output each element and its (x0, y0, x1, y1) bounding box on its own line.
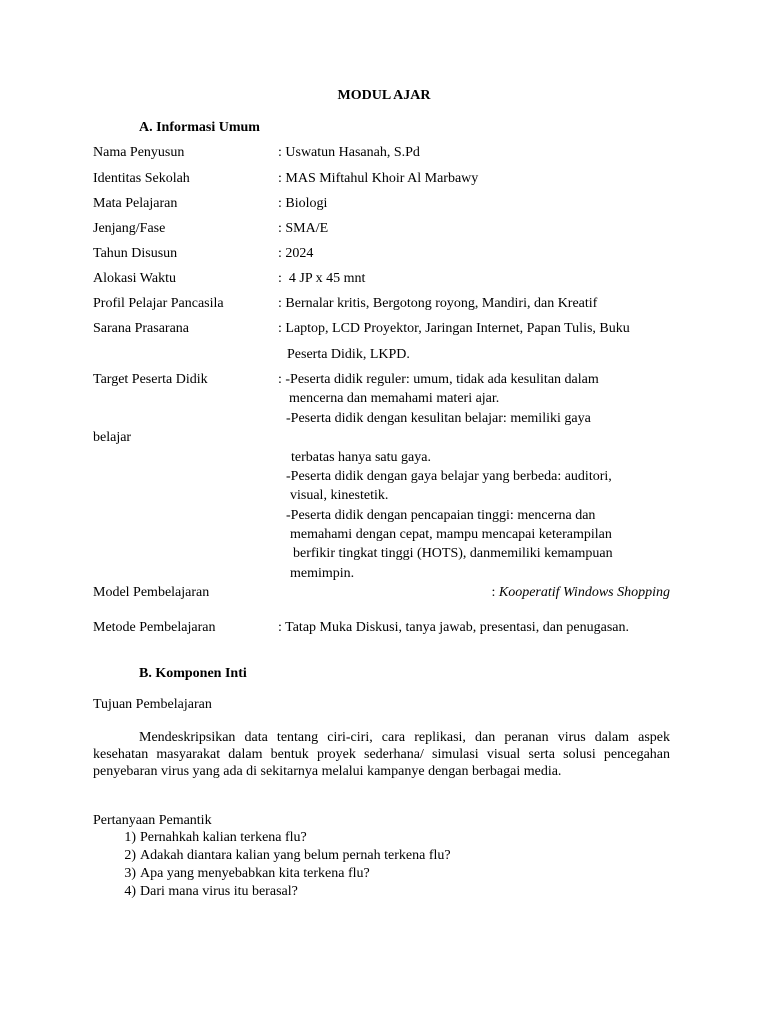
target-line: -Peserta didik dengan pencapaian tinggi: mencerna dan (286, 508, 596, 523)
question-number: 2) (124, 848, 136, 863)
document-title: MODUL AJAR (337, 88, 431, 103)
tujuan-heading: Tujuan Pembelajaran (93, 697, 212, 712)
target-line: belajar (93, 430, 132, 445)
tujuan-paragraph: Mendeskripsikan data tentang ciri-ciri, cara replikasi, dan peranan virus dalam aspek kesehatan masyarakat dalam bentuk proyek sederhana/ simulasi visual serta solusi pencegahan penyebaran virus yang ada di sekitarnya melalui kampanye dengan berbagai media. (93, 730, 670, 779)
value-alokasi-waktu: : 4 JP x 45 mnt (278, 271, 366, 286)
target-line: visual, kinestetik. (290, 488, 389, 503)
question-item: Pernahkah kalian terkena flu? (140, 830, 307, 845)
target-line: memahami dengan cepat, mampu mencapai keterampilan (290, 527, 612, 542)
model-name: Kooperatif Windows Shopping (498, 585, 670, 600)
label-sarana-prasarana: Sarana Prasarana (93, 321, 190, 336)
label-jenjang-fase: Jenjang/Fase (93, 221, 166, 236)
value-nama-penyusun: : Uswatun Hasanah, S.Pd (278, 145, 420, 160)
label-model-pembelajaran: Model Pembelajaran (93, 585, 210, 600)
value-mata-pelajaran: : Biologi (278, 196, 328, 211)
target-line: : -Peserta didik reguler: umum, tidak ada kesulitan dalam (278, 372, 599, 387)
label-nama-penyusun: Nama Penyusun (93, 145, 185, 160)
value-profil-pelajar: : Bernalar kritis, Bergotong royong, Mandiri, dan Kreatif (278, 296, 598, 311)
value-model-pembelajaran (491, 585, 670, 601)
value-identitas-sekolah: : MAS Miftahul Khoir Al Marbawy (278, 171, 479, 186)
target-line: berfikir tingkat tinggi (HOTS), danmemiliki kemampuan (293, 546, 613, 561)
label-alokasi-waktu: Alokasi Waktu (93, 271, 176, 286)
label-target-peserta: Target Peserta Didik (93, 372, 208, 387)
target-line: memimpin. (290, 566, 355, 581)
value-sarana-prasarana-cont: Peserta Didik, LKPD. (287, 347, 410, 362)
question-number: 1) (124, 830, 136, 845)
label-metode-pembelajaran: Metode Pembelajaran (93, 620, 216, 635)
question-number: 3) (124, 866, 136, 881)
section-a-heading: A. Informasi Umum (139, 120, 260, 135)
value-metode-pembelajaran: : Tatap Muka Diskusi, tanya jawab, presentasi, dan penugasan. (278, 620, 630, 635)
pemantik-heading: Pertanyaan Pemantik (93, 813, 212, 828)
label-tahun-disusun: Tahun Disusun (93, 246, 178, 261)
label-identitas-sekolah: Identitas Sekolah (93, 171, 190, 186)
label-profil-pelajar: Profil Pelajar Pancasila (93, 296, 224, 311)
section-b-heading: B. Komponen Inti (139, 666, 247, 681)
target-line: -Peserta didik dengan gaya belajar yang berbeda: auditori, (286, 469, 612, 484)
model-colon: : (491, 585, 499, 600)
question-item: Dari mana virus itu berasal? (140, 884, 298, 899)
label-mata-pelajaran: Mata Pelajaran (93, 196, 178, 211)
value-jenjang-fase: : SMA/E (278, 221, 329, 236)
question-number: 4) (124, 884, 136, 899)
target-line: -Peserta didik dengan kesulitan belajar: memiliki gaya (286, 411, 591, 426)
question-item: Apa yang menyebabkan kita terkena flu? (140, 866, 370, 881)
value-tahun-disusun: : 2024 (278, 246, 314, 261)
target-line: terbatas hanya satu gaya. (291, 450, 431, 465)
question-item: Adakah diantara kalian yang belum pernah terkena flu? (140, 848, 451, 863)
target-line: mencerna dan memahami materi ajar. (289, 391, 500, 406)
value-sarana-prasarana: : Laptop, LCD Proyektor, Jaringan Internet, Papan Tulis, Buku (278, 321, 630, 336)
